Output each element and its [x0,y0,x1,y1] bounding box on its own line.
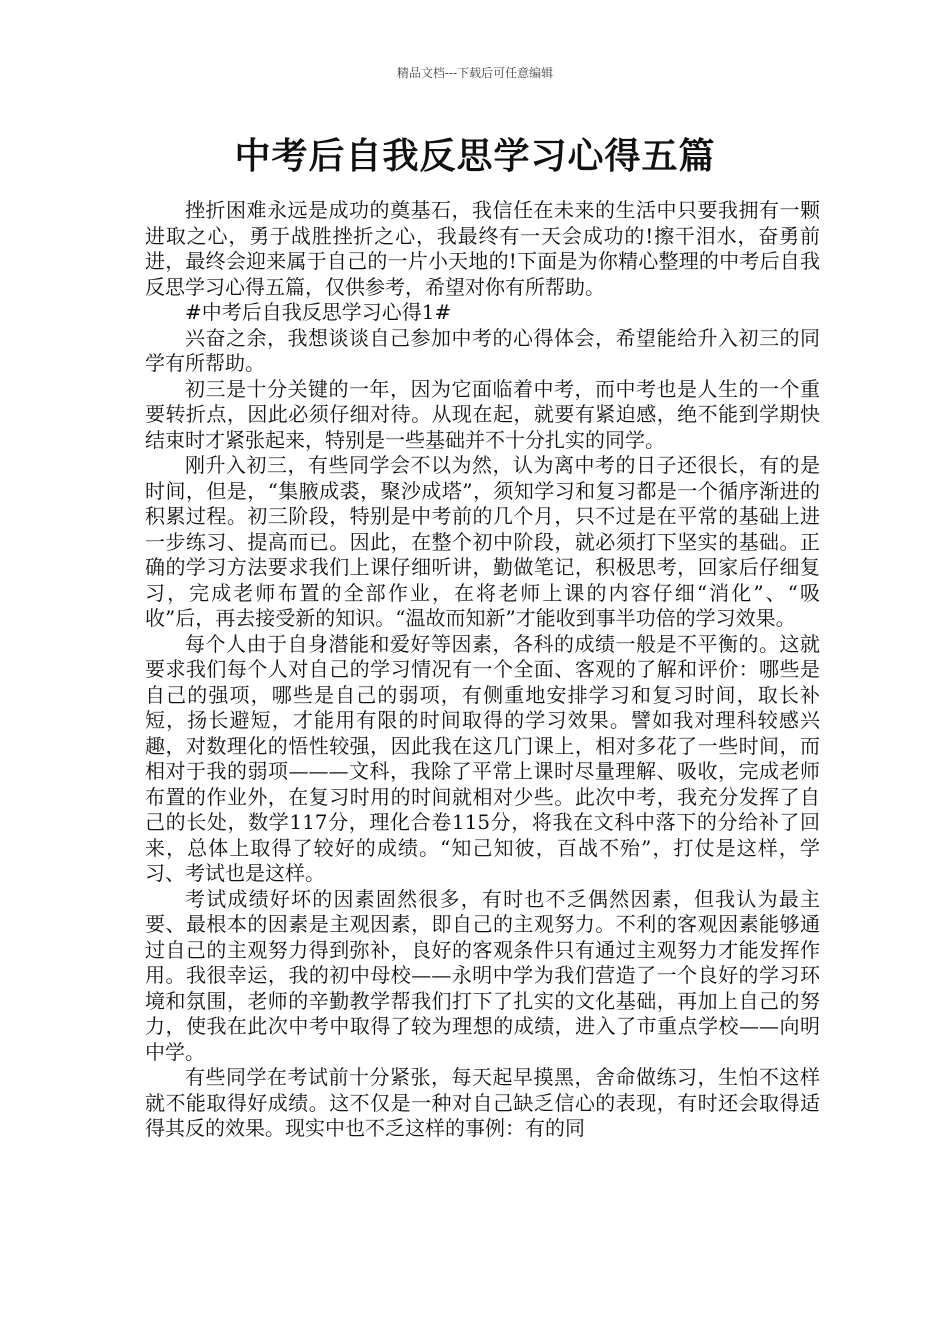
document-body [145,198,820,1142]
paragraph: 刚升入初三，有些同学会不以为然，认为离中考的日子还很长，有的是时间，但是，“集腋成裘，聚沙成塔”，须知学习和复习都是一个循序渐进的积累过程。初三阶段，特别是中考前的几个月，只不过是在平常的基础上进一步练习、提高而已。因此，在整个初中阶段，就必须打下坚实的基础。正确的学习方法要求我们上课仔细听讲，勤做笔记，积极思考，回家后仔细复习，完成老师布置的全部作业，在将老师上课的内容仔细“消化”、“吸收”后，再去接受新的知识。“温故而知新”才能收到事半功倍的学习效果。 [145,453,820,630]
section-heading: #中考后自我反思学习心得1# [185,300,452,324]
paragraph-intro: 挫折困难永远是成功的奠基石，我信任在未来的生活中只要我拥有一颗进取之心，勇于战胜挫折之心，我最终有一天会成功的!擦干泪水，奋勇前进，最终会迎来属于自己的一片小天地的!下面是为你精心整理的中考后自我反思学习心得五篇，仅供参考，希望对你有所帮助。 [145,198,820,299]
paragraph: 每个人由于自身潜能和爱好等因素，各科的成绩一般是不平衡的。这就要求我们每个人对自己的学习情况有一个全面、客观的了解和评价：哪些是自己的强项，哪些是自己的弱项，有侧重地安排学习和复习时间，取长补短，扬长避短，才能用有限的时间取得的学习效果。譬如我对理科较感兴趣，对数理化的悟性较强，因此我在这几门课上，相对多花了一些时间，而相对于我的弱项———文科，我除了平常上课时尽量理解、吸收，完成老师布置的作业外，在复习时用的时间就相对少些。此次中考，我充分发挥了自己的长处，数学117分，理化合卷115分，将我在文科中落下的分给补了回来，总体上取得了较好的成绩。“知己知彼，百战不殆”，打仗是这样，学习、考试也是这样。 [145,631,820,885]
header-note: 精品文档---下载后可任意编辑 [396,66,554,80]
paragraph: 有些同学在考试前十分紧张，每天起早摸黑，舍命做练习，生怕不这样就不能取得好成绩。这不仅是一种对自己缺乏信心的表现，有时还会取得适得其反的效果。现实中也不乏这样的事例：有的同 [145,1065,820,1140]
paragraph: 兴奋之余，我想谈谈自己参加中考的心得体会，希望能给升入初三的同学有所帮助。 [145,325,820,375]
paragraph: 初三是十分关键的一年，因为它面临着中考，而中考也是人生的一个重要转折点，因此必须仔细对待。从现在起，就要有紧迫感，绝不能到学期快结束时才紧张起来，特别是一些基础并不十分扎实的同学。 [145,376,820,452]
document-title: 中考后自我反思学习心得五篇 [234,136,716,177]
paragraph: 考试成绩好坏的因素固然很多，有时也不乏偶然因素，但我认为最主要、最根本的因素是主观因素，即自己的主观努力。不利的客观因素能够通过自己的主观努力得到弥补，良好的客观条件只有通过主观努力才能发挥作用。我很幸运，我的初中母校——永明中学为我们营造了一个良好的学习环境和氛围，老师的辛勤教学帮我们打下了扎实的文化基础，再加上自己的努力，使我在此次中考中取得了较为理想的成绩，进入了市重点学校——向明中学。 [145,886,820,1064]
